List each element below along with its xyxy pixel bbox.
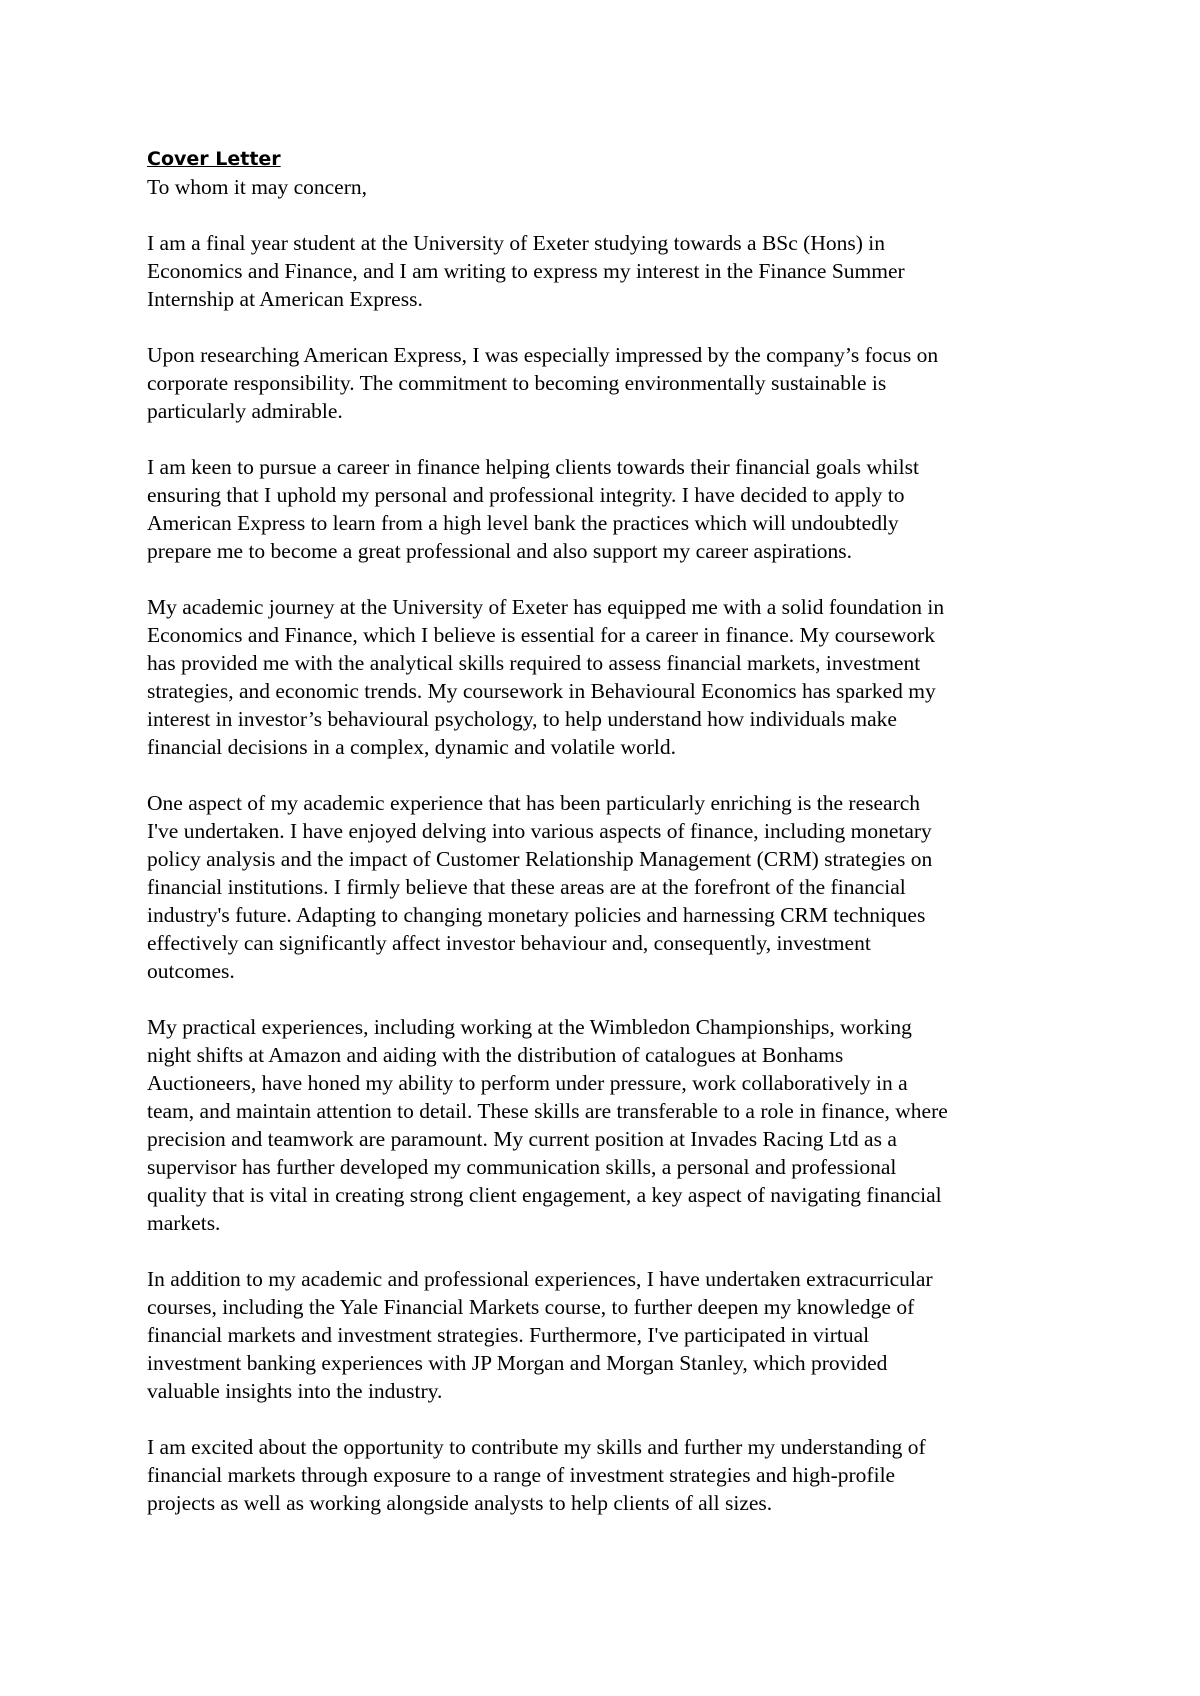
paragraph-1 [147, 229, 1067, 313]
paragraph-7 [147, 1265, 1067, 1405]
paragraph-line: supervisor has further developed my communication skills, a personal and professional [147, 1155, 897, 1179]
paragraph-line: Auctioneers, have honed my ability to perform under pressure, work collaboratively in a [147, 1071, 908, 1095]
paragraph-line: financial markets and investment strategies. Furthermore, I've participated in virtual [147, 1323, 870, 1347]
paragraph-line: markets. [147, 1211, 221, 1235]
paragraph-5 [147, 789, 1067, 985]
paragraph-line: effectively can significantly affect investor behaviour and, consequently, investment [147, 931, 871, 955]
paragraph-line: quality that is vital in creating strong client engagement, a key aspect of navigating financial [147, 1183, 942, 1207]
paragraph-line: precision and teamwork are paramount. My current position at Invades Racing Ltd as a [147, 1127, 897, 1151]
paragraph-line: particularly admirable. [147, 399, 343, 423]
paragraph-line: policy analysis and the impact of Customer Relationship Management (CRM) strategies on [147, 847, 933, 871]
paragraph-line: strategies, and economic trends. My coursework in Behavioural Economics has sparked my [147, 679, 936, 703]
paragraph-line: Economics and Finance, and I am writing to express my interest in the Finance Summer [147, 259, 905, 283]
paragraph-3 [147, 453, 1067, 565]
paragraph-line: financial institutions. I firmly believe that these areas are at the forefront of the financial [147, 875, 906, 899]
paragraph-line: I am excited about the opportunity to contribute my skills and further my understanding of [147, 1435, 926, 1459]
paragraph-6 [147, 1013, 1067, 1237]
paragraph-line: team, and maintain attention to detail. These skills are transferable to a role in finance, where [147, 1099, 948, 1123]
paragraph-line: In addition to my academic and professional experiences, I have undertaken extracurricular [147, 1267, 933, 1291]
paragraph-line: Internship at American Express. [147, 287, 423, 311]
letter-salutation: To whom it may concern, [147, 175, 368, 199]
paragraph-line: projects as well as working alongside analysts to help clients of all sizes. [147, 1491, 773, 1515]
paragraph-line: interest in investor’s behavioural psychology, to help understand how individuals make [147, 707, 897, 731]
paragraph-line: corporate responsibility. The commitment to becoming environmentally sustainable is [147, 371, 887, 395]
paragraph-line: industry's future. Adapting to changing monetary policies and harnessing CRM techniques [147, 903, 926, 927]
cover-letter-body [147, 145, 1067, 1545]
letter-heading: Cover Letter [147, 148, 281, 170]
paragraph-line: One aspect of my academic experience that has been particularly enriching is the research [147, 791, 921, 815]
paragraph-line: I am keen to pursue a career in finance helping clients towards their financial goals whilst [147, 455, 919, 479]
paragraph-line: I've undertaken. I have enjoyed delving into various aspects of finance, including monetary [147, 819, 932, 843]
paragraph-line: outcomes. [147, 959, 235, 983]
paragraph-line: American Express to learn from a high level bank the practices which will undoubtedly [147, 511, 899, 535]
paragraph-2 [147, 341, 1067, 425]
paragraph-line: I am a final year student at the University of Exeter studying towards a BSc (Hons) in [147, 231, 885, 255]
paragraph-line: My practical experiences, including working at the Wimbledon Championships, working [147, 1015, 912, 1039]
paragraph-line: night shifts at Amazon and aiding with the distribution of catalogues at Bonhams [147, 1043, 844, 1067]
paragraph-line: Upon researching American Express, I was especially impressed by the company’s focus on [147, 343, 939, 367]
paragraph-line: financial decisions in a complex, dynamic and volatile world. [147, 735, 676, 759]
paragraph-line: courses, including the Yale Financial Markets course, to further deepen my knowledge of [147, 1295, 915, 1319]
paragraph-line: valuable insights into the industry. [147, 1379, 443, 1403]
paragraph-line: has provided me with the analytical skills required to assess financial markets, investment [147, 651, 921, 675]
paragraph-4 [147, 593, 1067, 761]
paragraph-8 [147, 1433, 1067, 1517]
paragraph-line: investment banking experiences with JP Morgan and Morgan Stanley, which provided [147, 1351, 888, 1375]
paragraph-line: ensuring that I uphold my personal and professional integrity. I have decided to apply to [147, 483, 905, 507]
paragraph-line: prepare me to become a great professional and also support my career aspirations. [147, 539, 853, 563]
paragraph-line: financial markets through exposure to a range of investment strategies and high-profile [147, 1463, 896, 1487]
paragraph-line: Economics and Finance, which I believe is essential for a career in finance. My coursework [147, 623, 936, 647]
paragraph-line: My academic journey at the University of Exeter has equipped me with a solid foundation in [147, 595, 945, 619]
